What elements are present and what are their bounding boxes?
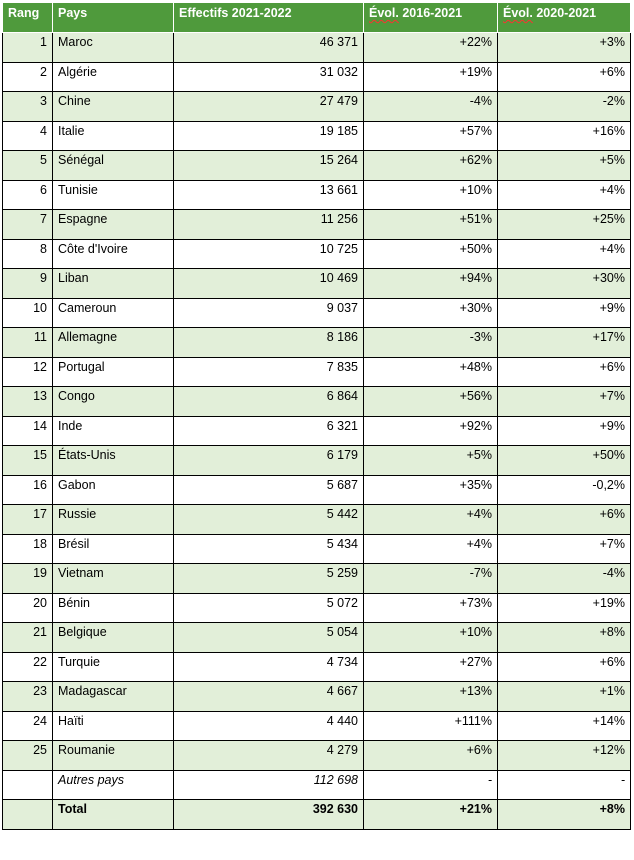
cell-rank: 12: [3, 357, 53, 387]
cell-evo-2016-2021: +19%: [364, 62, 498, 92]
cell-evo-2016-2021: +10%: [364, 180, 498, 210]
table-row: [3, 269, 631, 299]
cell-rank: [3, 770, 53, 800]
cell-headcount: 11 256: [174, 210, 364, 240]
cell-country: États-Unis: [53, 446, 174, 476]
header-row: [3, 3, 631, 33]
table-row: [3, 741, 631, 771]
cell-country: Portugal: [53, 357, 174, 387]
cell-rank: [3, 800, 53, 830]
cell-evo-2020-2021: -2%: [498, 92, 631, 122]
cell-evo-2016-2021: +50%: [364, 239, 498, 269]
cell-country: Cameroun: [53, 298, 174, 328]
cell-country: Haïti: [53, 711, 174, 741]
cell-country: Vietnam: [53, 564, 174, 594]
cell-evo-2016-2021: +73%: [364, 593, 498, 623]
cell-evo-2016-2021: +30%: [364, 298, 498, 328]
cell-country: Autres pays: [53, 770, 174, 800]
table-row: [3, 121, 631, 151]
cell-rank: 22: [3, 652, 53, 682]
cell-rank: 16: [3, 475, 53, 505]
cell-headcount: 5 054: [174, 623, 364, 653]
cell-rank: 11: [3, 328, 53, 358]
header-evo-2016-2021-suffix: 2016-2021: [398, 6, 463, 20]
header-evo-2016-2021: [364, 3, 498, 33]
cell-evo-2016-2021: +4%: [364, 534, 498, 564]
other-countries-row: [3, 770, 631, 800]
cell-country: Liban: [53, 269, 174, 299]
cell-evo-2020-2021: +9%: [498, 416, 631, 446]
cell-headcount: 5 442: [174, 505, 364, 535]
cell-evo-2020-2021: -0,2%: [498, 475, 631, 505]
table-row: [3, 180, 631, 210]
cell-headcount: 6 864: [174, 387, 364, 417]
cell-rank: 5: [3, 151, 53, 181]
cell-evo-2020-2021: +1%: [498, 682, 631, 712]
cell-rank: 15: [3, 446, 53, 476]
total-row: [3, 800, 631, 830]
cell-evo-2016-2021: +62%: [364, 151, 498, 181]
cell-evo-2016-2021: +48%: [364, 357, 498, 387]
cell-headcount: 6 179: [174, 446, 364, 476]
header-evo-2020-2021-suffix: 2020-2021: [532, 6, 597, 20]
cell-evo-2016-2021: +21%: [364, 800, 498, 830]
cell-evo-2020-2021: +17%: [498, 328, 631, 358]
cell-evo-2020-2021: +7%: [498, 534, 631, 564]
cell-country: Congo: [53, 387, 174, 417]
cell-rank: 10: [3, 298, 53, 328]
table-body: [3, 33, 631, 830]
cell-headcount: 4 440: [174, 711, 364, 741]
cell-evo-2016-2021: +10%: [364, 623, 498, 653]
cell-country: Madagascar: [53, 682, 174, 712]
cell-country: Turquie: [53, 652, 174, 682]
cell-rank: 2: [3, 62, 53, 92]
cell-evo-2016-2021: +27%: [364, 652, 498, 682]
cell-evo-2020-2021: -: [498, 770, 631, 800]
cell-headcount: 10 725: [174, 239, 364, 269]
cell-headcount: 27 479: [174, 92, 364, 122]
cell-evo-2016-2021: +57%: [364, 121, 498, 151]
cell-headcount: 4 734: [174, 652, 364, 682]
cell-country: Espagne: [53, 210, 174, 240]
table-row: [3, 357, 631, 387]
header-evo-2016-2021-prefix: Évol.: [369, 6, 399, 20]
table-row: [3, 298, 631, 328]
cell-evo-2020-2021: +8%: [498, 623, 631, 653]
cell-headcount: 46 371: [174, 33, 364, 63]
table-row: [3, 505, 631, 535]
table-row: [3, 564, 631, 594]
cell-evo-2016-2021: +5%: [364, 446, 498, 476]
cell-evo-2016-2021: +111%: [364, 711, 498, 741]
cell-evo-2020-2021: +14%: [498, 711, 631, 741]
cell-headcount: 6 321: [174, 416, 364, 446]
cell-rank: 4: [3, 121, 53, 151]
cell-rank: 21: [3, 623, 53, 653]
cell-evo-2016-2021: +92%: [364, 416, 498, 446]
cell-evo-2020-2021: +19%: [498, 593, 631, 623]
cell-headcount: 4 667: [174, 682, 364, 712]
cell-evo-2016-2021: +13%: [364, 682, 498, 712]
cell-rank: 23: [3, 682, 53, 712]
cell-evo-2016-2021: +56%: [364, 387, 498, 417]
cell-evo-2016-2021: +4%: [364, 505, 498, 535]
table-row: [3, 593, 631, 623]
cell-country: Italie: [53, 121, 174, 151]
table-row: [3, 328, 631, 358]
cell-rank: 25: [3, 741, 53, 771]
cell-headcount: 4 279: [174, 741, 364, 771]
cell-evo-2020-2021: +3%: [498, 33, 631, 63]
cell-headcount: 13 661: [174, 180, 364, 210]
table-container: [2, 2, 631, 830]
cell-headcount: 8 186: [174, 328, 364, 358]
cell-evo-2020-2021: +7%: [498, 387, 631, 417]
table-row: [3, 33, 631, 63]
cell-rank: 18: [3, 534, 53, 564]
cell-country: Gabon: [53, 475, 174, 505]
cell-country: Tunisie: [53, 180, 174, 210]
cell-rank: 1: [3, 33, 53, 63]
cell-headcount: 15 264: [174, 151, 364, 181]
table-row: [3, 446, 631, 476]
table-row: [3, 416, 631, 446]
cell-evo-2020-2021: +30%: [498, 269, 631, 299]
cell-evo-2016-2021: +6%: [364, 741, 498, 771]
table-row: [3, 475, 631, 505]
table-row: [3, 151, 631, 181]
cell-country: Brésil: [53, 534, 174, 564]
cell-headcount: 112 698: [174, 770, 364, 800]
table-row: [3, 534, 631, 564]
table-row: [3, 210, 631, 240]
cell-headcount: 5 259: [174, 564, 364, 594]
cell-headcount: 9 037: [174, 298, 364, 328]
cell-country: Bénin: [53, 593, 174, 623]
cell-evo-2020-2021: +4%: [498, 180, 631, 210]
cell-evo-2020-2021: +5%: [498, 151, 631, 181]
cell-evo-2016-2021: -4%: [364, 92, 498, 122]
cell-evo-2016-2021: -7%: [364, 564, 498, 594]
cell-evo-2020-2021: +25%: [498, 210, 631, 240]
cell-country: Sénégal: [53, 151, 174, 181]
cell-evo-2016-2021: -: [364, 770, 498, 800]
table-row: [3, 652, 631, 682]
cell-rank: 13: [3, 387, 53, 417]
cell-evo-2020-2021: +6%: [498, 62, 631, 92]
cell-rank: 8: [3, 239, 53, 269]
cell-evo-2020-2021: +16%: [498, 121, 631, 151]
table-row: [3, 387, 631, 417]
cell-rank: 20: [3, 593, 53, 623]
header-evo-2020-2021-prefix: Évol.: [503, 6, 533, 20]
cell-headcount: 31 032: [174, 62, 364, 92]
cell-evo-2020-2021: +8%: [498, 800, 631, 830]
cell-headcount: 5 687: [174, 475, 364, 505]
table-row: [3, 92, 631, 122]
cell-country: Roumanie: [53, 741, 174, 771]
table-row: [3, 239, 631, 269]
cell-headcount: 5 434: [174, 534, 364, 564]
cell-rank: 6: [3, 180, 53, 210]
cell-headcount: 10 469: [174, 269, 364, 299]
student-headcount-table: [2, 2, 631, 830]
cell-evo-2016-2021: +22%: [364, 33, 498, 63]
cell-headcount: 7 835: [174, 357, 364, 387]
cell-rank: 7: [3, 210, 53, 240]
cell-rank: 17: [3, 505, 53, 535]
cell-evo-2020-2021: +6%: [498, 357, 631, 387]
cell-headcount: 392 630: [174, 800, 364, 830]
cell-country: Algérie: [53, 62, 174, 92]
cell-country: Belgique: [53, 623, 174, 653]
cell-evo-2020-2021: +6%: [498, 505, 631, 535]
cell-country: Chine: [53, 92, 174, 122]
header-rank: Rang: [3, 3, 53, 33]
cell-evo-2016-2021: +94%: [364, 269, 498, 299]
cell-evo-2020-2021: +4%: [498, 239, 631, 269]
cell-country: Inde: [53, 416, 174, 446]
cell-evo-2020-2021: +9%: [498, 298, 631, 328]
cell-rank: 9: [3, 269, 53, 299]
cell-country: Maroc: [53, 33, 174, 63]
header-country: Pays: [53, 3, 174, 33]
cell-evo-2016-2021: +51%: [364, 210, 498, 240]
table-row: [3, 62, 631, 92]
cell-evo-2020-2021: +6%: [498, 652, 631, 682]
header-evo-2020-2021: [498, 3, 631, 33]
cell-rank: 19: [3, 564, 53, 594]
cell-country: Total: [53, 800, 174, 830]
cell-rank: 3: [3, 92, 53, 122]
cell-evo-2016-2021: +35%: [364, 475, 498, 505]
cell-rank: 14: [3, 416, 53, 446]
cell-evo-2020-2021: -4%: [498, 564, 631, 594]
cell-evo-2020-2021: +50%: [498, 446, 631, 476]
header-headcount: Effectifs 2021-2022: [174, 3, 364, 33]
cell-headcount: 5 072: [174, 593, 364, 623]
cell-headcount: 19 185: [174, 121, 364, 151]
cell-evo-2020-2021: +12%: [498, 741, 631, 771]
cell-country: Allemagne: [53, 328, 174, 358]
cell-evo-2016-2021: -3%: [364, 328, 498, 358]
table-row: [3, 682, 631, 712]
table-row: [3, 623, 631, 653]
cell-country: Russie: [53, 505, 174, 535]
table-row: [3, 711, 631, 741]
cell-country: Côte d'Ivoire: [53, 239, 174, 269]
cell-rank: 24: [3, 711, 53, 741]
